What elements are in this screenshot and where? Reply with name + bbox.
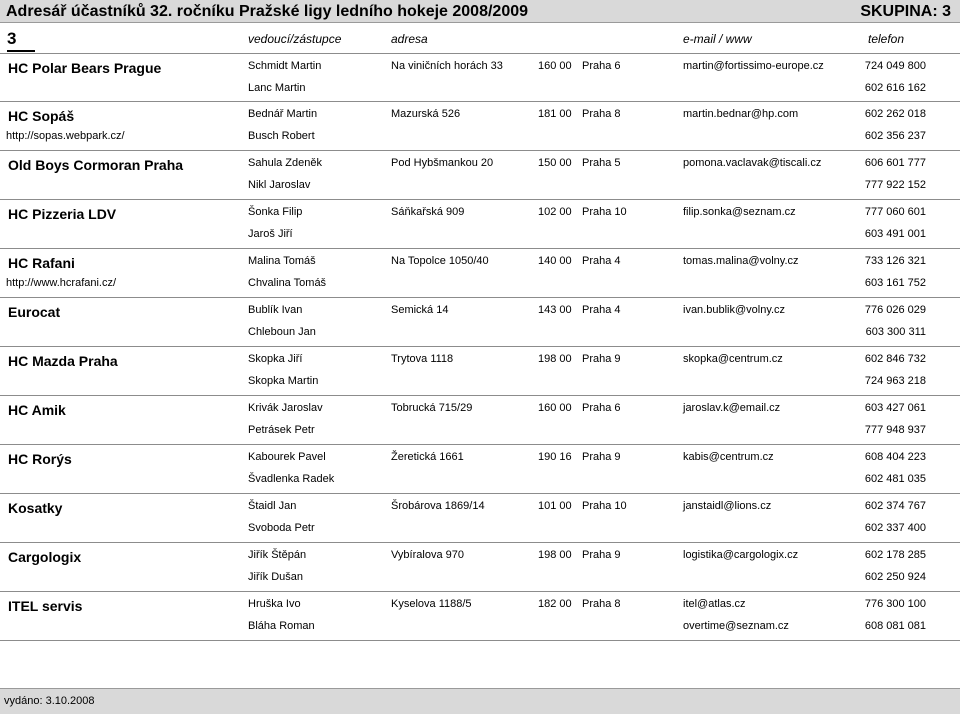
phone-secondary: 602 250 924 [864,571,926,583]
contact-person-primary: Bublík Ivan [248,304,303,316]
street-address: Mazurská 526 [391,108,461,120]
team-row [0,102,960,151]
team-name: HC Polar Bears Prague [8,60,162,76]
team-row [0,592,960,641]
phone-primary: 724 049 800 [864,60,926,72]
phone-secondary: 724 963 218 [864,375,926,387]
city: Praha 8 [582,598,621,610]
street-address: Trytova 1118 [391,353,454,365]
team-row [0,543,960,592]
team-primary-line [0,301,960,321]
email-primary: martin@fortissimo-europe.cz [683,60,824,72]
team-primary-line [0,350,960,370]
email-primary: pomona.vaclavak@tiscali.cz [683,157,822,169]
title-bar [0,0,960,23]
team-secondary-line [0,127,960,147]
phone-secondary: 602 337 400 [864,522,926,534]
team-row [0,347,960,396]
team-name: HC Mazda Praha [8,353,118,369]
team-name: Cargologix [8,549,82,565]
team-secondary-line [0,617,960,637]
team-primary-line [0,154,960,174]
column-header-row [0,27,960,53]
contact-person-primary: Bednář Martin [248,108,318,120]
contact-person-secondary: Busch Robert [248,130,315,142]
street-address: Na viničních horách 33 [391,60,503,72]
street-address: Pod Hybšmankou 20 [391,157,494,169]
team-row [0,396,960,445]
team-website: http://www.hcrafani.cz/ [6,277,117,289]
column-header-email: e-mail / www [683,32,752,46]
phone-secondary: 602 481 035 [864,473,926,485]
email-primary: jaroslav.k@email.cz [683,402,781,414]
phone-primary: 776 300 100 [864,598,926,610]
team-primary-line [0,105,960,125]
team-primary-line [0,399,960,419]
postal-code: 190 16 [538,451,572,463]
city: Praha 5 [582,157,621,169]
postal-code: 102 00 [538,206,572,218]
phone-secondary: 777 922 152 [864,179,926,191]
team-name: ITEL servis [8,598,83,614]
phone-secondary: 602 616 162 [864,82,926,94]
phone-primary: 776 026 029 [864,304,926,316]
email-primary: ivan.bublik@volny.cz [683,304,786,316]
column-header-phone: telefon [868,32,905,46]
team-row [0,249,960,298]
phone-secondary: 603 300 311 [865,326,926,338]
contact-person-primary: Malina Tomáš [248,255,316,267]
team-row [0,200,960,249]
postal-code: 182 00 [538,598,572,610]
team-secondary-line [0,421,960,441]
team-row [0,53,960,102]
phone-primary: 777 060 601 [864,206,926,218]
email-primary: itel@atlas.cz [683,598,746,610]
contact-person-secondary: Bláha Roman [248,620,315,632]
contact-person-primary: Štaidl Jan [248,500,297,512]
contact-person-secondary: Skopka Martin [248,375,319,387]
postal-code: 181 00 [538,108,572,120]
postal-code: 140 00 [538,255,572,267]
team-name: Eurocat [8,304,61,320]
city: Praha 8 [582,108,621,120]
column-header-persons: vedoucí/zástupce [248,32,342,46]
contact-person-secondary: Švadlenka Radek [248,473,335,485]
team-row [0,445,960,494]
team-name: HC Rafani [8,255,75,271]
city: Praha 10 [582,206,627,218]
city: Praha 9 [582,451,621,463]
postal-code: 160 00 [538,402,572,414]
street-address: Šrobárova 1869/14 [391,500,485,512]
contact-person-primary: Sahula Zdeněk [248,157,322,169]
team-primary-line [0,57,960,77]
postal-code: 198 00 [538,549,572,561]
city: Praha 4 [582,304,621,316]
city: Praha 6 [582,60,621,72]
street-address: Sáňkařská 909 [391,206,465,218]
street-address: Semická 14 [391,304,449,316]
phone-secondary: 603 491 001 [864,228,926,240]
team-secondary-line [0,519,960,539]
team-secondary-line [0,225,960,245]
group-label: SKUPINA: 3 [860,3,951,20]
phone-secondary: 608 081 081 [864,620,926,632]
phone-primary: 602 374 767 [864,500,926,512]
contact-person-secondary: Nikl Jaroslav [248,179,311,191]
team-row [0,298,960,347]
team-primary-line [0,497,960,517]
contact-person-primary: Schmidt Martin [248,60,322,72]
contact-person-secondary: Lanc Martin [248,82,306,94]
contact-person-secondary: Jaroš Jiří [248,228,293,240]
contact-person-primary: Hruška Ivo [248,598,301,610]
contact-person-primary: Kabourek Pavel [248,451,326,463]
city: Praha 6 [582,402,621,414]
city: Praha 9 [582,549,621,561]
column-header-address: adresa [391,32,428,46]
team-secondary-line [0,470,960,490]
postal-code: 101 00 [538,500,572,512]
city: Praha 9 [582,353,621,365]
team-secondary-line [0,176,960,196]
street-address: Kyselova 1188/5 [391,598,472,610]
email-primary: filip.sonka@seznam.cz [683,206,796,218]
team-primary-line [0,252,960,272]
team-list [0,53,960,641]
contact-person-secondary: Svoboda Petr [248,522,315,534]
postal-code: 198 00 [538,353,572,365]
team-primary-line [0,203,960,223]
contact-person-secondary: Petrásek Petr [248,424,315,436]
team-primary-line [0,546,960,566]
team-name: HC Sopáš [8,108,75,124]
team-secondary-line [0,568,960,588]
email-primary: kabis@centrum.cz [683,451,774,463]
group-number: 3 [7,28,35,52]
contact-person-primary: Krivák Jaroslav [248,402,323,414]
contact-person-primary: Jiřík Štěpán [248,549,307,561]
team-row [0,494,960,543]
phone-secondary: 777 948 937 [864,424,926,436]
postal-code: 143 00 [538,304,572,316]
street-address: Vybíralova 970 [391,549,464,561]
email-primary: janstaidl@lions.cz [683,500,772,512]
city: Praha 4 [582,255,621,267]
phone-secondary: 602 356 237 [864,130,926,142]
team-name: Kosatky [8,500,63,516]
team-secondary-line [0,274,960,294]
contact-person-primary: Šonka Filip [248,206,303,218]
team-name: HC Pizzeria LDV [8,206,117,222]
street-address: Žeretická 1661 [391,451,464,463]
postal-code: 160 00 [538,60,572,72]
contact-person-secondary: Chleboun Jan [248,326,316,338]
email-primary: skopka@centrum.cz [683,353,783,365]
postal-code: 150 00 [538,157,572,169]
contact-person-secondary: Chvalina Tomáš [248,277,327,289]
street-address: Tobrucká 715/29 [391,402,473,414]
team-secondary-line [0,372,960,392]
team-name: HC Amik [8,402,66,418]
email-primary: martin.bednar@hp.com [683,108,799,120]
team-name: Old Boys Cormoran Praha [8,157,184,173]
city: Praha 10 [582,500,627,512]
contact-person-primary: Skopka Jiří [248,353,303,365]
email-primary: tomas.malina@volny.cz [683,255,799,267]
email-secondary: overtime@seznam.cz [683,620,789,632]
street-address: Na Topolce 1050/40 [391,255,489,267]
team-primary-line [0,448,960,468]
phone-primary: 733 126 321 [864,255,926,267]
team-secondary-line [0,79,960,99]
team-row [0,151,960,200]
footer-bar [0,688,960,714]
phone-secondary: 603 161 752 [864,277,926,289]
team-primary-line [0,595,960,615]
phone-primary: 602 262 018 [864,108,926,120]
phone-primary: 602 846 732 [864,353,926,365]
team-website: http://sopas.webpark.cz/ [6,130,125,142]
phone-primary: 606 601 777 [864,157,926,169]
team-name: HC Rorýs [8,451,72,467]
phone-primary: 608 404 223 [864,451,926,463]
document-title: Adresář účastníků 32. ročníku Pražské ligy ledního hokeje 2008/2009 [6,3,529,20]
phone-primary: 603 427 061 [864,402,926,414]
email-primary: logistika@cargologix.cz [683,549,799,561]
issued-date: vydáno: 3.10.2008 [4,695,95,707]
contact-person-secondary: Jiřík Dušan [248,571,304,583]
team-secondary-line [0,323,960,343]
phone-primary: 602 178 285 [864,549,926,561]
